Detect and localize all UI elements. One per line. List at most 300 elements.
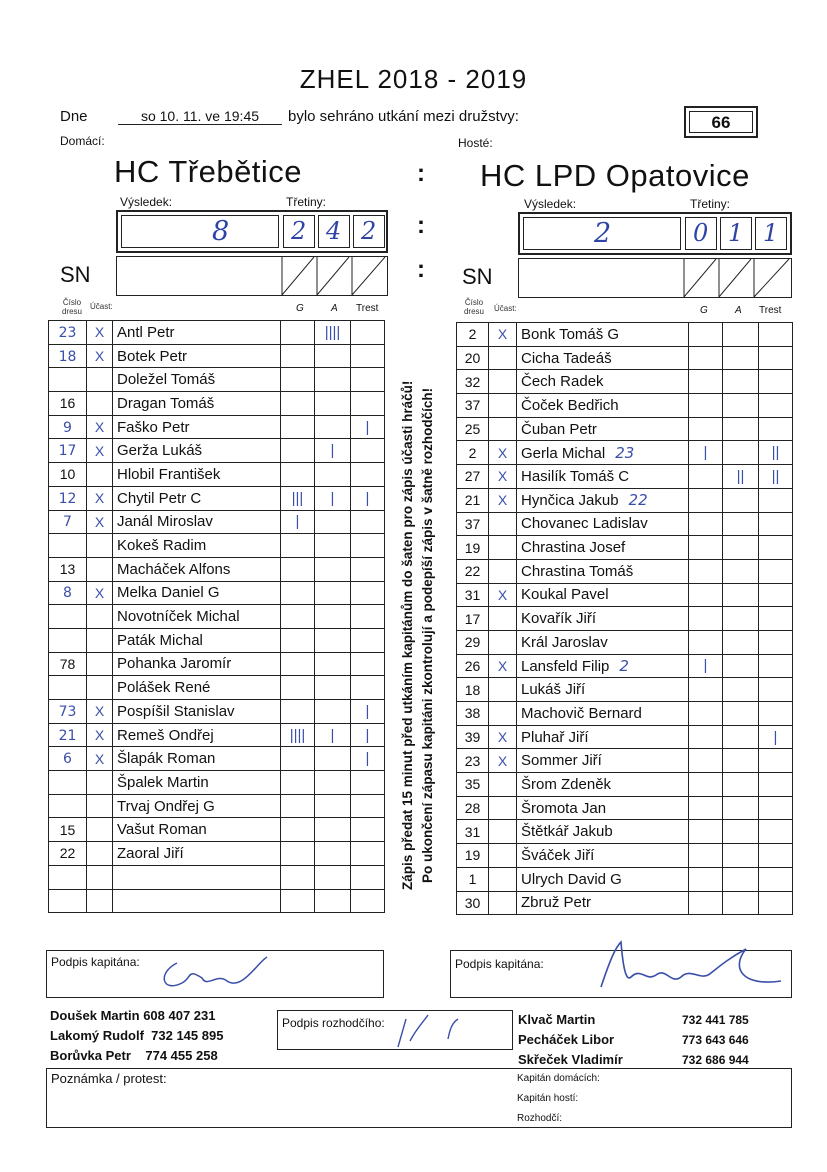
away-player-name: Čoček Bedřich	[517, 394, 689, 418]
right-contacts	[518, 1010, 749, 1070]
away-goals-mark: |	[689, 441, 723, 465]
away-roster-row	[457, 796, 793, 820]
away-roster-table	[456, 322, 793, 915]
home-attendance-mark	[87, 652, 113, 676]
home-roster-row	[49, 628, 385, 652]
away-assists-mark	[723, 654, 759, 678]
home-goals-mark	[281, 747, 315, 771]
home-assists-mark	[315, 415, 351, 439]
away-player-name: Lukáš Jiří	[517, 678, 689, 702]
away-roster-row	[457, 702, 793, 726]
away-penalty-mark	[759, 749, 793, 773]
away-roster-row	[457, 559, 793, 583]
right-contact-1: Klvač Martin 732 441 785	[518, 1012, 749, 1027]
home-sn-slashes	[117, 257, 387, 295]
home-player-name: Pospíšil Stanislav	[113, 700, 281, 724]
away-attendance-mark: X	[489, 323, 517, 347]
away-player-name: Čech Radek	[517, 370, 689, 394]
away-jersey-number: 19	[457, 536, 489, 560]
away-jersey-number: 21	[457, 488, 489, 512]
home-roster-row	[49, 700, 385, 724]
home-goals-mark	[281, 534, 315, 558]
away-jersey-number: 20	[457, 346, 489, 370]
home-goals-mark	[281, 865, 315, 889]
away-goals-mark	[689, 607, 723, 631]
home-jersey-number: 23	[49, 321, 87, 345]
home-roster-row	[49, 392, 385, 416]
away-assists-mark	[723, 725, 759, 749]
away-jersey-number: 26	[457, 654, 489, 678]
home-assists-mark	[315, 676, 351, 700]
away-penalty-mark	[759, 844, 793, 868]
away-period-2: 1	[728, 219, 744, 247]
home-goals-mark	[281, 842, 315, 866]
match-number: 66	[689, 111, 753, 133]
away-period-2-cell	[720, 217, 752, 250]
away-goals-mark	[689, 370, 723, 394]
home-penalty-mark	[351, 865, 385, 889]
home-jersey-number: 7	[49, 510, 87, 534]
away-roster-row	[457, 654, 793, 678]
home-captain-signature-icon	[147, 953, 317, 997]
match-date: so 10. 11. ve 19:45	[118, 108, 282, 125]
home-assists-mark	[315, 581, 351, 605]
away-attendance-mark	[489, 678, 517, 702]
away-handwritten-number: 22	[628, 491, 648, 510]
home-assists-mark	[315, 557, 351, 581]
home-player-name	[113, 865, 281, 889]
home-attendance-mark	[87, 534, 113, 558]
away-player-name: Šváček Jiří	[517, 844, 689, 868]
away-jersey-number: 25	[457, 417, 489, 441]
away-roster-row	[457, 678, 793, 702]
away-penalty-mark	[759, 702, 793, 726]
away-attendance-mark	[489, 796, 517, 820]
away-jersey-number: 17	[457, 607, 489, 631]
home-roster-row	[49, 463, 385, 487]
home-period-3-cell	[353, 215, 385, 248]
away-assists-mark	[723, 773, 759, 797]
away-sn-box	[518, 258, 792, 298]
away-assists-mark	[723, 346, 759, 370]
home-roster-row	[49, 818, 385, 842]
home-penalty-mark	[351, 463, 385, 487]
home-assists-mark: |	[315, 439, 351, 463]
away-player-name: Sommer Jiří	[517, 749, 689, 773]
home-penalty-mark	[351, 889, 385, 913]
away-assists-mark	[723, 559, 759, 583]
home-assists-mark	[315, 605, 351, 629]
home-penalty-mark	[351, 534, 385, 558]
home-periods-label: Třetiny:	[286, 195, 327, 209]
home-roster-row	[49, 723, 385, 747]
away-roster-row	[457, 820, 793, 844]
home-roster-row	[49, 486, 385, 510]
home-assists-mark	[315, 652, 351, 676]
home-jersey-number: 21	[49, 723, 87, 747]
away-roster-row	[457, 773, 793, 797]
home-player-name: Janál Miroslav	[113, 510, 281, 534]
referee-sign-box[interactable]	[277, 1010, 513, 1050]
home-jersey-number: 12	[49, 486, 87, 510]
note-box[interactable]	[46, 1068, 792, 1128]
away-jersey-number: 27	[457, 465, 489, 489]
away-attendance-mark	[489, 702, 517, 726]
home-penalty-mark	[351, 628, 385, 652]
home-attendance-mark: X	[87, 581, 113, 605]
away-attendance-mark	[489, 773, 517, 797]
home-attendance-mark: X	[87, 486, 113, 510]
home-team-name: HC Třebětice	[114, 154, 303, 189]
away-penalty-mark	[759, 559, 793, 583]
home-col-g: G	[296, 303, 304, 314]
away-assists-mark	[723, 394, 759, 418]
away-assists-mark	[723, 370, 759, 394]
home-goals-mark	[281, 794, 315, 818]
away-periods-label: Třetiny:	[690, 197, 731, 211]
home-penalty-mark	[351, 794, 385, 818]
home-assists-mark	[315, 534, 351, 558]
vertical-instruction-2: Po ukončení zápasu kapitáni zkontrolují a podepíší zápis v šatně rozhodčích!	[420, 387, 435, 883]
away-player-name: Lansfeld Filip 2	[517, 654, 689, 678]
home-attendance-mark	[87, 557, 113, 581]
home-assists-mark	[315, 392, 351, 416]
home-player-name: Antl Petr	[113, 321, 281, 345]
away-goals-mark	[689, 536, 723, 560]
away-penalty-mark	[759, 323, 793, 347]
away-jersey-number: 31	[457, 583, 489, 607]
home-penalty-mark	[351, 344, 385, 368]
away-assists-mark	[723, 844, 759, 868]
home-attendance-mark	[87, 368, 113, 392]
away-goals-mark	[689, 891, 723, 915]
home-assists-mark	[315, 628, 351, 652]
home-captain-sign-label: Podpis kapitána:	[51, 955, 140, 969]
away-roster-row	[457, 749, 793, 773]
home-attendance-mark: X	[87, 723, 113, 747]
away-jersey-number: 35	[457, 773, 489, 797]
away-penalty-mark	[759, 536, 793, 560]
away-assists-mark	[723, 607, 759, 631]
home-attendance-mark: X	[87, 510, 113, 534]
home-col-a: A	[331, 303, 338, 314]
team-separator: :	[417, 160, 425, 187]
home-penalty-mark	[351, 676, 385, 700]
away-penalty-mark	[759, 346, 793, 370]
away-col-attendance: Účast:	[494, 304, 517, 313]
away-captain-signature-icon	[581, 937, 791, 997]
away-sn-label: SN	[462, 264, 493, 289]
away-penalty-mark	[759, 654, 793, 678]
away-period-1: 0	[693, 219, 709, 247]
away-goals-mark	[689, 394, 723, 418]
home-jersey-number	[49, 771, 87, 795]
away-penalty-mark	[759, 370, 793, 394]
home-jersey-number: 10	[49, 463, 87, 487]
away-jersey-number: 19	[457, 844, 489, 868]
away-result-label: Výsledek:	[524, 197, 577, 211]
away-penalty-mark: |	[759, 725, 793, 749]
home-penalty-mark: |	[351, 415, 385, 439]
vertical-instruction-1: Zápis předat 15 minut před utkáním kapitánům do šaten pro zápis účasti hráčů!	[400, 380, 415, 890]
home-roster-row	[49, 510, 385, 534]
home-player-name: Remeš Ondřej	[113, 723, 281, 747]
away-roster-row	[457, 844, 793, 868]
away-col-g: G	[700, 305, 708, 316]
away-goals-mark	[689, 323, 723, 347]
away-goals-mark	[689, 678, 723, 702]
home-roster-row	[49, 581, 385, 605]
home-jersey-number: 22	[49, 842, 87, 866]
away-roster-row	[457, 583, 793, 607]
left-contact-2: Lakomý Rudolf 732 145 895	[50, 1028, 224, 1043]
home-player-name: Pohanka Jaromír	[113, 652, 281, 676]
home-roster-table	[48, 320, 385, 913]
home-assists-mark	[315, 747, 351, 771]
home-jersey-number	[49, 889, 87, 913]
away-assists-mark	[723, 583, 759, 607]
home-score-box	[116, 210, 388, 253]
home-roster-row	[49, 415, 385, 439]
home-assists-mark	[315, 368, 351, 392]
home-player-name: Polášek René	[113, 676, 281, 700]
home-penalty-mark	[351, 581, 385, 605]
home-penalty-mark	[351, 842, 385, 866]
home-sn-box	[116, 256, 388, 296]
away-assists-mark	[723, 417, 759, 441]
home-penalty-mark	[351, 321, 385, 345]
home-period-2: 4	[326, 217, 342, 245]
played-text: bylo sehráno utkání mezi družstvy:	[288, 108, 519, 125]
home-goals-mark	[281, 628, 315, 652]
home-jersey-number	[49, 676, 87, 700]
away-jersey-number: 2	[457, 441, 489, 465]
away-roster-row	[457, 725, 793, 749]
away-attendance-mark: X	[489, 725, 517, 749]
away-sn-slashes	[519, 259, 791, 297]
home-goals-mark: ||||	[281, 723, 315, 747]
away-attendance-mark: X	[489, 441, 517, 465]
home-assists-mark	[315, 889, 351, 913]
left-contact-3: Borůvka Petr 774 455 258	[50, 1048, 218, 1063]
away-player-name: Bonk Tomáš G	[517, 323, 689, 347]
home-attendance-mark	[87, 463, 113, 487]
home-attendance-mark	[87, 818, 113, 842]
away-roster-row	[457, 370, 793, 394]
home-assists-mark	[315, 510, 351, 534]
away-roster-row	[457, 630, 793, 654]
away-assists-mark	[723, 702, 759, 726]
away-roster-row	[457, 536, 793, 560]
home-penalty-mark: |	[351, 486, 385, 510]
away-goals-mark	[689, 512, 723, 536]
date-label: Dne	[60, 108, 88, 125]
home-goals-mark	[281, 439, 315, 463]
home-roster-row	[49, 889, 385, 913]
away-assists-mark	[723, 512, 759, 536]
home-penalty-mark: |	[351, 723, 385, 747]
away-attendance-mark	[489, 844, 517, 868]
home-goals-mark	[281, 557, 315, 581]
away-captain-sign-box[interactable]	[450, 950, 792, 998]
away-roster-row	[457, 394, 793, 418]
away-player-name: Zbruž Petr	[517, 891, 689, 915]
away-period-1-cell	[685, 217, 717, 250]
away-captain-label: Kapitán hostí:	[517, 1093, 579, 1104]
home-penalty-mark	[351, 439, 385, 463]
home-player-name: Trvaj Ondřej G	[113, 794, 281, 818]
home-goals-mark: |||	[281, 486, 315, 510]
home-jersey-number	[49, 628, 87, 652]
away-penalty-mark	[759, 678, 793, 702]
home-goals-mark	[281, 771, 315, 795]
away-assists-mark	[723, 441, 759, 465]
page-title: ZHEL 2018 - 2019	[299, 64, 528, 94]
home-period-1-cell	[283, 215, 315, 248]
away-attendance-mark	[489, 630, 517, 654]
home-attendance-mark	[87, 794, 113, 818]
home-assists-mark	[315, 865, 351, 889]
home-roster-row	[49, 865, 385, 889]
home-player-name: Kokeš Radim	[113, 534, 281, 558]
home-assists-mark	[315, 771, 351, 795]
home-col-attendance: Účast:	[90, 302, 113, 311]
away-attendance-mark: X	[489, 465, 517, 489]
away-penalty-mark	[759, 583, 793, 607]
right-contact-2: Pecháček Libor 773 643 646	[518, 1032, 749, 1047]
away-assists-mark	[723, 796, 759, 820]
home-goals-mark	[281, 321, 315, 345]
away-player-name: Chrastina Josef	[517, 536, 689, 560]
home-goals-mark	[281, 700, 315, 724]
home-captain-label: Kapitán domácích:	[517, 1073, 600, 1084]
home-player-name	[113, 889, 281, 913]
away-goals-mark	[689, 630, 723, 654]
away-attendance-mark	[489, 417, 517, 441]
home-jersey-number: 13	[49, 557, 87, 581]
away-roster-row	[457, 512, 793, 536]
away-player-name: Král Jaroslav	[517, 630, 689, 654]
home-player-name: Vašut Roman	[113, 818, 281, 842]
home-attendance-mark: X	[87, 700, 113, 724]
away-assists-mark: ||	[723, 465, 759, 489]
away-player-name: Šromota Jan	[517, 796, 689, 820]
away-period-3: 1	[763, 219, 779, 247]
away-score-cell	[523, 217, 681, 250]
home-attendance-mark	[87, 392, 113, 416]
home-roster-row	[49, 368, 385, 392]
home-penalty-mark	[351, 605, 385, 629]
away-jersey-number: 38	[457, 702, 489, 726]
away-jersey-number: 1	[457, 867, 489, 891]
away-penalty-mark: ||	[759, 441, 793, 465]
home-roster-row	[49, 344, 385, 368]
home-attendance-mark: X	[87, 321, 113, 345]
home-assists-mark	[315, 818, 351, 842]
away-assists-mark	[723, 820, 759, 844]
home-penalty-mark	[351, 771, 385, 795]
away-penalty-mark	[759, 394, 793, 418]
away-assists-mark	[723, 867, 759, 891]
away-goals-mark	[689, 725, 723, 749]
away-assists-mark	[723, 749, 759, 773]
away-roster-row	[457, 607, 793, 631]
away-player-name: Cicha Tadeáš	[517, 346, 689, 370]
away-player-name: Hasilík Tomáš C	[517, 465, 689, 489]
home-player-name: Zaoral Jiří	[113, 842, 281, 866]
home-period-3: 2	[361, 217, 377, 245]
away-assists-mark	[723, 536, 759, 560]
home-attendance-mark: X	[87, 415, 113, 439]
away-player-name: Pluhař Jiří	[517, 725, 689, 749]
home-assists-mark: |	[315, 723, 351, 747]
away-goals-mark	[689, 702, 723, 726]
away-player-name: Ulrych David G	[517, 867, 689, 891]
home-goals-mark	[281, 344, 315, 368]
home-player-name: Faško Petr	[113, 415, 281, 439]
away-attendance-mark	[489, 370, 517, 394]
home-player-name: Špalek Martin	[113, 771, 281, 795]
away-penalty-mark	[759, 820, 793, 844]
home-roster-row	[49, 842, 385, 866]
home-player-name: Macháček Alfons	[113, 557, 281, 581]
away-jersey-number: 28	[457, 796, 489, 820]
home-goals-mark	[281, 605, 315, 629]
home-jersey-number	[49, 605, 87, 629]
away-col-number: Číslo dresu	[463, 298, 484, 316]
away-attendance-mark	[489, 346, 517, 370]
home-goals-mark	[281, 652, 315, 676]
note-label: Poznámka / protest:	[51, 1071, 167, 1086]
home-goals-mark: |	[281, 510, 315, 534]
away-player-name: Šrom Zdeněk	[517, 773, 689, 797]
home-roster-row	[49, 747, 385, 771]
away-assists-mark	[723, 678, 759, 702]
home-goals-mark	[281, 415, 315, 439]
away-attendance-mark	[489, 559, 517, 583]
away-col-a: A	[735, 305, 742, 316]
home-score: 8	[212, 216, 230, 247]
away-jersey-number: 30	[457, 891, 489, 915]
away-penalty-mark: ||	[759, 465, 793, 489]
away-roster-row	[457, 867, 793, 891]
home-penalty-mark	[351, 557, 385, 581]
home-captain-sign-box[interactable]	[46, 950, 384, 998]
away-assists-mark	[723, 891, 759, 915]
left-contacts	[50, 1006, 223, 1066]
home-roster-row	[49, 771, 385, 795]
away-score: 2	[594, 218, 612, 249]
home-jersey-number	[49, 534, 87, 558]
home-player-name: Paták Michal	[113, 628, 281, 652]
home-penalty-mark	[351, 652, 385, 676]
home-assists-mark	[315, 700, 351, 724]
home-assists-mark	[315, 463, 351, 487]
home-assists-mark	[315, 842, 351, 866]
away-roster-row	[457, 465, 793, 489]
away-penalty-mark	[759, 773, 793, 797]
home-goals-mark	[281, 463, 315, 487]
home-player-name: Dragan Tomáš	[113, 392, 281, 416]
match-number-box	[684, 106, 758, 138]
away-jersey-number: 37	[457, 512, 489, 536]
away-period-3-cell	[755, 217, 787, 250]
home-player-name: Hlobil František	[113, 463, 281, 487]
home-goals-mark	[281, 676, 315, 700]
home-jersey-number: 6	[49, 747, 87, 771]
away-goals-mark	[689, 559, 723, 583]
away-attendance-mark	[489, 867, 517, 891]
